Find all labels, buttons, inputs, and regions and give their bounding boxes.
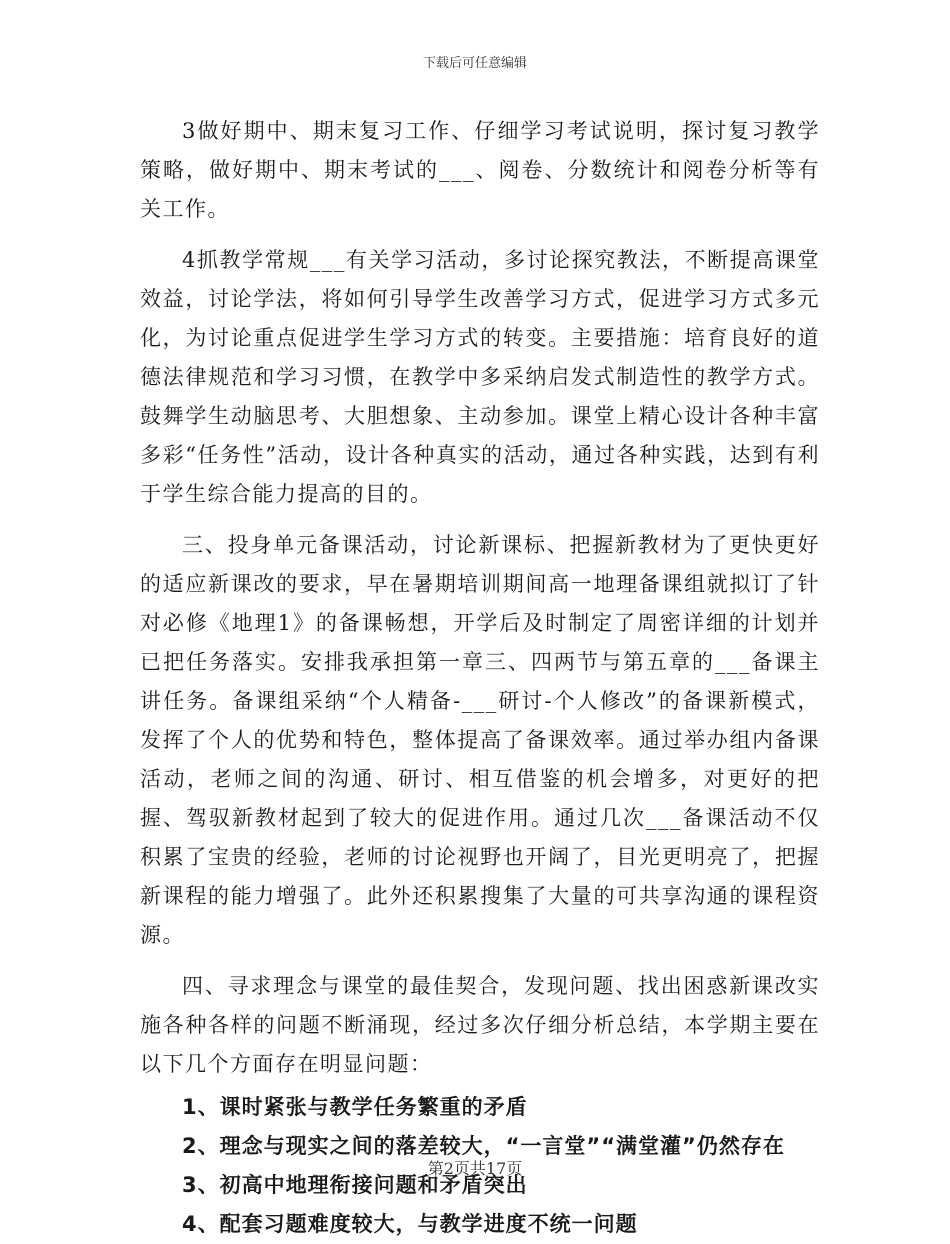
- document-body: [140, 112, 820, 1244]
- paragraph-teaching-routine: 4抓教学常规___有关学习活动，多讨论探究教法，不断提高课堂效益，讨论学法，将如何引导学生改善学习方式，促进学习方式多元化，为讨论重点促进学生学习方式的转变。主要措施：培育良好的道德法律规范和学习习惯，在教学中多采纳启发式制造性的教学方式。鼓舞学生动脑思考、大胆想象、主动参加。课堂上精心设计各种丰富多彩“任务性”活动，设计各种真实的活动，通过各种实践，达到有利于学生综合能力提高的目的。: [140, 248, 820, 506]
- paragraph-review-work: 3做好期中、期末复习工作、仔细学习考试说明，探讨复习教学策略，做好期中、期末考试的___、阅卷、分数统计和阅卷分析等有关工作。: [140, 119, 820, 221]
- issue-item: 3、初高中地理衔接问题和矛盾突出: [182, 1173, 528, 1197]
- issue-item: 1、课时紧张与教学任务繁重的矛盾: [182, 1095, 528, 1119]
- page-header: 下载后可任意编辑: [422, 56, 527, 71]
- issue-item: 4、配套习题难度较大，与教学进度不统一问题: [182, 1212, 638, 1236]
- paragraph-unit-lesson-prep: 三、投身单元备课活动，讨论新课标、把握新教材为了更快更好的适应新课改的要求，早在暑期培训期间高一地理备课组就拟订了针对必修《地理1》的备课畅想，开学后及时制定了周密详细的计划并已把任务落实。安排我承担第一章三、四两节与第五章的___备课主讲任务。备课组采纳“个人精备-___研讨-个人修改”的备课新模式，发挥了个人的优势和特色，整体提高了备课效率。通过举办组内备课活动，老师之间的沟通、研讨、相互借鉴的机会增多，对更好的把握、驾驭新教材起到了较大的促进作用。通过几次___备课活动不仅积累了宝贵的经验，老师的讨论视野也开阔了，目光更明亮了，把握新课程的能力增强了。此外还积累搜集了大量的可共享沟通的课程资源。: [140, 533, 820, 947]
- issue-item: 2、理念与现实之间的落差较大，“一言堂”“满堂灌”仍然存在: [182, 1134, 785, 1158]
- paragraph-problems-intro: 四、寻求理念与课堂的最佳契合，发现问题、找出困惑新课改实施各种各样的问题不断涌现，经过多次仔细分析总结，本学期主要在以下几个方面存在明显问题：: [140, 974, 820, 1076]
- page-number: 第2页共17页: [427, 1159, 523, 1178]
